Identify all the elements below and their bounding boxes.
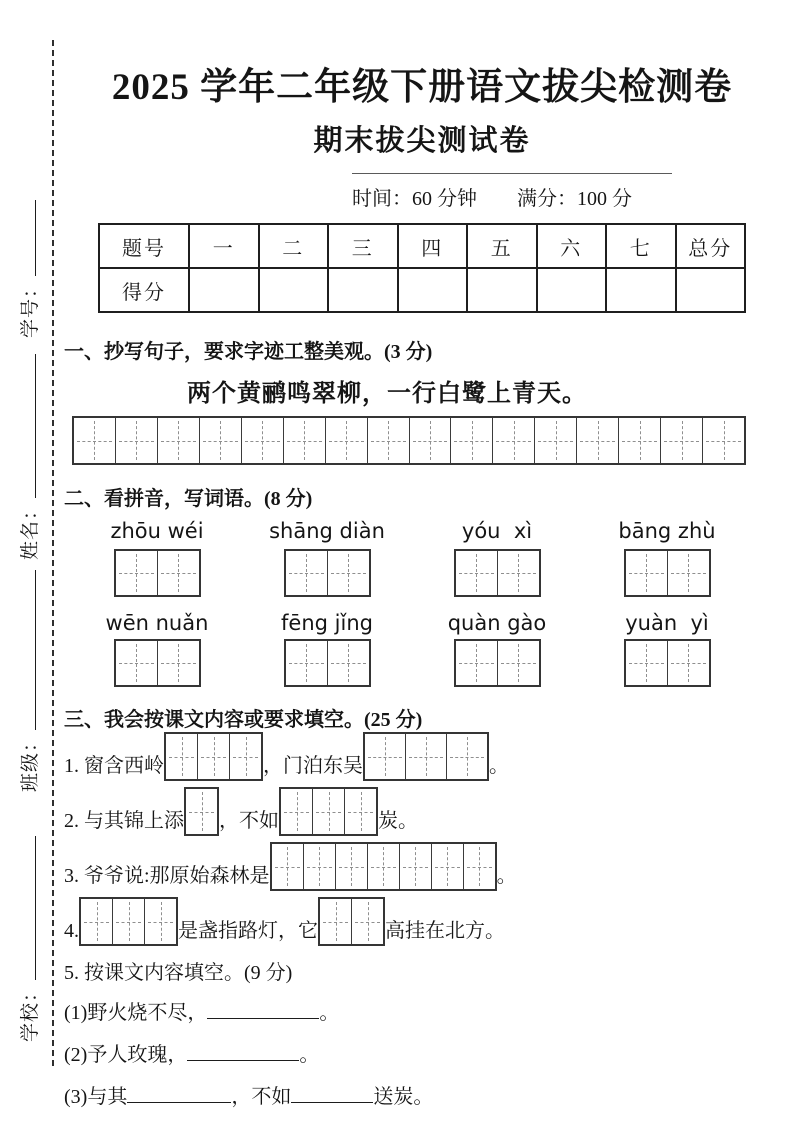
- grid-cell: [497, 551, 539, 595]
- grid-cell: [446, 734, 487, 779]
- score-table-corner-cell: 题号: [99, 224, 189, 268]
- sidebar-blank-line: [20, 200, 35, 276]
- grid-cell: [405, 734, 446, 779]
- item-text: ，门泊东吴: [263, 755, 363, 777]
- grid-cell: [667, 641, 709, 685]
- pinyin-label: bāng zhù: [618, 519, 716, 543]
- grid-cell: [186, 789, 217, 834]
- exam-info: 时间：60 分钟 满分：100 分: [352, 173, 672, 211]
- pinyin-grid-row-1: [82, 549, 742, 597]
- copy-sentence: 两个黄鹂鸣翠柳，一行白鹭上青天。: [187, 381, 587, 407]
- grid-cell: [399, 844, 431, 889]
- grid-cell: [456, 551, 497, 595]
- score-table-header-cell: 总分: [676, 224, 746, 268]
- sidebar-field-class: [15, 570, 41, 792]
- answer-grid: [624, 549, 711, 597]
- sidebar-field-label: 学号：: [19, 277, 41, 338]
- answer-grid-wrap: [82, 639, 232, 687]
- section-one-heading: 一、抄写句子，要求字迹工整美观。(3 分): [64, 341, 433, 363]
- score-table-score-cell: [398, 268, 468, 312]
- sidebar-field-label: 学校：: [19, 981, 41, 1042]
- score-table-header-row: [99, 224, 745, 268]
- sidebar-blank-line: [20, 354, 35, 498]
- grid-cell: [116, 551, 157, 595]
- section-two-heading: 二、看拼音，写词语。(8 分): [64, 488, 313, 510]
- item-text: 送炭。: [373, 1086, 434, 1108]
- grid-cell: [116, 641, 157, 685]
- grid-cell: [344, 789, 376, 834]
- score-table-score-cell: [328, 268, 398, 312]
- grid-cell: [320, 899, 351, 944]
- score-table-header-cell: 四: [398, 224, 468, 268]
- grid-cell: [409, 418, 451, 463]
- pinyin-row-1: [82, 519, 742, 543]
- score-table-score-cell: [189, 268, 259, 312]
- grid-cell: [325, 418, 367, 463]
- grid-cell: [351, 899, 383, 944]
- pinyin-label: zhōu wéi: [110, 519, 204, 543]
- score-table-header-cell: 二: [259, 224, 329, 268]
- grid-cell: [450, 418, 492, 463]
- pinyin-label: quàn gào: [447, 611, 547, 635]
- item-text: 是盏指路灯，它: [178, 920, 318, 942]
- answer-grid: [79, 897, 178, 946]
- fill-item-4: [64, 897, 780, 946]
- grid-cell: [272, 844, 303, 889]
- answer-grid: [624, 639, 711, 687]
- fill-blank-item-2: [64, 1037, 780, 1067]
- answer-grid-wrap: [422, 549, 572, 597]
- grid-cell: [660, 418, 702, 463]
- grid-cell: [283, 418, 325, 463]
- item-text: 。: [299, 1044, 320, 1066]
- item-text: 2. 与其锦上添: [64, 810, 184, 832]
- answer-grid-wrap: [252, 639, 402, 687]
- grid-cell: [112, 899, 144, 944]
- grid-cell: [365, 734, 405, 779]
- grid-cell: [241, 418, 283, 463]
- grid-cell: [199, 418, 241, 463]
- answer-grid: [114, 639, 201, 687]
- answer-grid: [454, 549, 541, 597]
- score-table-header-cell: 六: [537, 224, 607, 268]
- answer-grid: [164, 732, 263, 781]
- grid-cell: [626, 641, 667, 685]
- item-text: 。: [489, 755, 509, 777]
- pinyin-row-2: [82, 611, 742, 635]
- paper-content: [64, 0, 780, 1109]
- grid-cell: [667, 551, 709, 595]
- answer-grid-wrap: [82, 549, 232, 597]
- answer-grid: [114, 549, 201, 597]
- item-text: 4.: [64, 920, 79, 942]
- grid-cell: [81, 899, 112, 944]
- pinyin-label: fēng jǐng: [281, 611, 373, 635]
- fill-item-3: [64, 842, 780, 891]
- grid-cell: [144, 899, 176, 944]
- section-three-heading: 三、我会按课文内容或要求填空。(25 分): [64, 709, 423, 731]
- score-table-header-cell: 一: [189, 224, 259, 268]
- grid-cell: [286, 551, 327, 595]
- grid-cell: [618, 418, 660, 463]
- answer-grid: [363, 732, 489, 781]
- score-table-score-cell: [606, 268, 676, 312]
- grid-cell: [303, 844, 335, 889]
- grid-cell: [157, 551, 199, 595]
- score-table-score-cell: [259, 268, 329, 312]
- exam-info-wrap: [352, 173, 780, 211]
- grid-cell: [626, 551, 667, 595]
- answer-grid: [318, 897, 385, 946]
- grid-cell: [74, 418, 115, 463]
- score-table-row-label: 得分: [99, 268, 189, 312]
- answer-grid: [284, 639, 371, 687]
- fill-blank-item-1: [64, 995, 780, 1025]
- sidebar-blank-line: [20, 836, 35, 980]
- item-text: (3)与其: [64, 1086, 128, 1108]
- grid-cell: [157, 418, 199, 463]
- grid-cell: [534, 418, 576, 463]
- sidebar-field-student-number: [15, 200, 41, 338]
- copy-grid-row: [72, 416, 746, 465]
- item-text: 1. 窗含西岭: [64, 755, 164, 777]
- grid-cell: [229, 734, 261, 779]
- item5-heading: 5. 按课文内容填空。(9 分): [64, 962, 293, 984]
- item-text: (2)予人玫瑰，: [64, 1044, 188, 1066]
- pinyin-label: yóu xì: [461, 519, 533, 543]
- score-table-score-cell: [676, 268, 746, 312]
- grid-cell: [327, 551, 369, 595]
- pinyin-label: yuàn yì: [625, 611, 709, 635]
- sidebar-field-name: [15, 354, 41, 560]
- score-table-score-cell: [537, 268, 607, 312]
- score-table-score-row: [99, 268, 745, 312]
- grid-cell: [335, 844, 367, 889]
- grid-cell: [367, 844, 399, 889]
- answer-grid-wrap: [422, 639, 572, 687]
- answer-grid: [184, 787, 219, 836]
- grid-cell: [456, 641, 497, 685]
- grid-cell: [576, 418, 618, 463]
- grid-cell: [286, 641, 327, 685]
- item-text: (1)野火烧不尽，: [64, 1002, 208, 1024]
- grid-cell: [463, 844, 495, 889]
- pinyin-grid-row-2: [82, 639, 742, 687]
- item-text: 3. 爷爷说:那原始森林是: [64, 865, 270, 887]
- score-table-header-cell: 三: [328, 224, 398, 268]
- item-text: 炭。: [378, 810, 418, 832]
- answer-grid: [284, 549, 371, 597]
- grid-cell: [115, 418, 157, 463]
- sidebar-field-school: [15, 836, 41, 1042]
- score-table: [98, 223, 746, 313]
- item-text: ，不如: [231, 1086, 292, 1108]
- item-text: 。: [319, 1002, 340, 1024]
- answer-grid-wrap: [592, 549, 742, 597]
- pinyin-label: wēn nuǎn: [105, 611, 209, 635]
- fill-blank-item-3: [64, 1079, 780, 1109]
- grid-cell: [702, 418, 744, 463]
- grid-cell: [327, 641, 369, 685]
- score-table-header-cell: 七: [606, 224, 676, 268]
- sidebar-blank-line: [20, 570, 35, 730]
- pinyin-label: shāng diàn: [269, 519, 385, 543]
- grid-cell: [281, 789, 312, 834]
- answer-grid-wrap: [592, 639, 742, 687]
- sidebar-field-label: 班级：: [19, 731, 41, 792]
- fill-item-1: [64, 732, 780, 781]
- fill-item-2: [64, 787, 780, 836]
- grid-cell: [166, 734, 197, 779]
- grid-cell: [367, 418, 409, 463]
- answer-grid: [270, 842, 497, 891]
- answer-blank-line: [187, 1037, 299, 1061]
- answer-grid: [454, 639, 541, 687]
- grid-cell: [157, 641, 199, 685]
- item-text: ，不如: [219, 810, 279, 832]
- score-table-header-cell: 五: [467, 224, 537, 268]
- answer-grid: [279, 787, 378, 836]
- item-text: 。: [496, 865, 517, 887]
- answer-blank-line: [291, 1079, 373, 1103]
- sidebar-field-label: 姓名：: [19, 499, 41, 560]
- grid-cell: [497, 641, 539, 685]
- score-table-score-cell: [467, 268, 537, 312]
- answer-blank-line: [207, 995, 319, 1019]
- grid-cell: [197, 734, 229, 779]
- answer-grid-wrap: [252, 549, 402, 597]
- page-title: 2025 学年二年级下册语文拔尖检测卷: [111, 67, 733, 108]
- seal-dashed-line: [52, 40, 54, 1066]
- grid-cell: [492, 418, 534, 463]
- grid-cell: [312, 789, 344, 834]
- answer-blank-line: [127, 1079, 231, 1103]
- page-subtitle: 期末拔尖测试卷: [313, 125, 531, 157]
- grid-cell: [431, 844, 463, 889]
- item-text: 高挂在北方。: [385, 920, 505, 942]
